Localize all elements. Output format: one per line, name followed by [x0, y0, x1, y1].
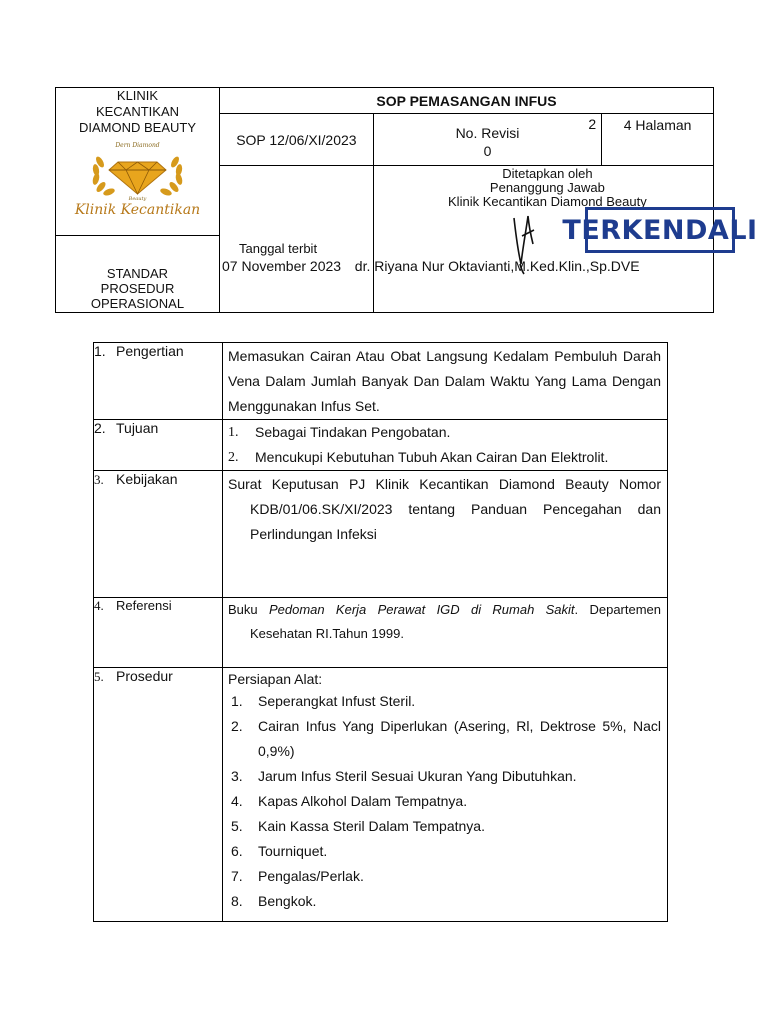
doc-type-line: PROSEDUR [100, 281, 175, 296]
list-item: 2. Cairan Infus Yang Diperlukan (Asering, Rl, Dektrose 5%, Nacl 0,9%) [231, 714, 667, 764]
established-line: Penanggung Jawab [489, 180, 605, 195]
section-content [223, 343, 668, 420]
list-item-text: Jarum Infus Steril Sesuai Ukuran Yang Dibutuhkan. [258, 768, 577, 784]
clinic-name-line: KECANTIKAN [95, 104, 180, 119]
section-label: Kebijakan [116, 471, 178, 487]
list-item-text: Bengkok. [258, 893, 317, 909]
section-label: Pengertian [116, 343, 184, 359]
section-label-cell [94, 598, 223, 668]
list-item-text: Kain Kassa Steril Dalam Tempatnya. [258, 818, 485, 834]
list-item-text: Mencukupi Kebutuhan Tubuh Akan Cairan Dan Elektrolit. [255, 449, 609, 465]
doc-type-cell [56, 236, 220, 313]
revision-block [374, 124, 601, 160]
list-item-text: Seperangkat Infust Steril. [258, 693, 416, 709]
issue-cell [220, 166, 374, 313]
header-table [55, 87, 714, 313]
section-label-cell [94, 420, 223, 471]
list-item: 6. Tourniquet. [231, 839, 667, 864]
sop-content-table [93, 342, 668, 922]
section-text-wrap [223, 471, 667, 547]
section-row [94, 343, 668, 420]
controlled-stamp: TERKENDALI [585, 207, 735, 253]
list-item-text: Sebagai Tindakan Pengobatan. [255, 424, 451, 440]
signatory-name: dr. Riyana Nur Oktavianti,M.Ked.Klin.,Sp.DVE [354, 258, 640, 274]
issue-label: Tanggal terbit [239, 241, 318, 256]
list-item-text: Kapas Alkohol Dalam Tempatnya. [258, 793, 468, 809]
section-label: Prosedur [116, 668, 173, 684]
list-item: 7. Pengalas/Perlak. [231, 864, 667, 889]
section-row [94, 471, 668, 598]
section-row [94, 598, 668, 668]
section-label-cell [94, 343, 223, 420]
clinic-name-line: KLINIK [116, 88, 159, 103]
clinic-logo [56, 142, 219, 222]
objective-list [228, 420, 661, 470]
page-count-text: 4 Halaman [623, 117, 692, 133]
section-content [223, 598, 668, 668]
clinic-cell [56, 88, 220, 236]
section-content [223, 420, 668, 471]
list-item: 8. Bengkok. [231, 889, 667, 914]
page-number: 2 [588, 116, 597, 132]
list-item-text: Pengalas/Perlak. [258, 868, 364, 884]
procedure-intro: Persiapan Alat: [228, 671, 323, 687]
section-row [94, 668, 668, 922]
section-number: 5. [94, 669, 104, 684]
section-row [94, 420, 668, 471]
established-line: Ditetapkan oleh [502, 166, 593, 181]
list-item: 5. Kain Kassa Steril Dalam Tempatnya. [231, 814, 667, 839]
equipment-list [228, 689, 667, 914]
issue-date: 07 November 2023 [222, 258, 342, 274]
clinic-name [56, 88, 219, 136]
section-number: 2. [94, 420, 106, 436]
section-content [223, 668, 668, 922]
list-item: 4. Kapas Alkohol Dalam Tempatnya. [231, 789, 667, 814]
established-line: Klinik Kecantikan Diamond Beauty [448, 194, 647, 209]
list-item: 1. Seperangkat Infust Steril. [231, 689, 667, 714]
reference-suffix: . Departemen Kesehatan RI.Tahun 1999. [250, 602, 662, 641]
revision-cell [373, 114, 601, 166]
list-item: 1. Sebagai Tindakan Pengobatan. [228, 420, 661, 445]
logo-top-text: Dern Diamond [115, 142, 160, 149]
document-title: SOP PEMASANGAN INFUS [220, 88, 714, 114]
list-item: 2. Mencukupi Kebutuhan Tubuh Akan Cairan Dan Elektrolit. [228, 445, 661, 470]
section-label: Tujuan [116, 420, 159, 436]
section-label: Referensi [116, 598, 172, 613]
section-label-cell [94, 471, 223, 598]
doc-type [56, 266, 219, 311]
revision-label: No. Revisi [455, 125, 520, 141]
logo-small-text: Beauty [128, 196, 147, 202]
reference-title: Pedoman Kerja Perawat IGD di Rumah Sakit [268, 602, 575, 617]
clinic-name-line: DIAMOND BEAUTY [78, 120, 196, 135]
section-number: 4. [94, 598, 104, 613]
sop-number [220, 114, 374, 166]
section-number: 1. [94, 343, 106, 359]
doc-type-line: OPERASIONAL [90, 296, 185, 311]
doc-type-line: STANDAR [106, 266, 169, 281]
revision-value: 0 [483, 143, 492, 159]
diamond-laurel-icon [56, 148, 219, 200]
logo-script-text: Klinik Kecantikan [74, 202, 201, 218]
list-item-text: Cairan Infus Yang Diperlukan (Asering, Rl, Dektrose 5%, Nacl 0,9%) [258, 718, 661, 759]
reference-text [223, 598, 667, 646]
reference-prefix: Buku [228, 602, 269, 617]
section-text: Surat Keputusan PJ Klinik Kecantikan Diamond Beauty Nomor KDB/01/06.SK/XI/2023 tentang Panduan Pencegahan dan Perlindungan Infeksi [228, 476, 661, 542]
list-item: 3. Jarum Infus Steril Sesuai Ukuran Yang Dibutuhkan. [231, 764, 667, 789]
page-count [602, 114, 714, 166]
section-text: Memasukan Cairan Atau Obat Langsung Kedalam Pembuluh Darah Vena Dalam Jumlah Banyak Dan Dalam Waktu Yang Lama Dengan Menggunakan Infus Set. [228, 348, 661, 414]
established-block [374, 167, 713, 209]
section-label-cell [94, 668, 223, 922]
section-content [223, 471, 668, 598]
list-item-text: Tourniquet. [258, 843, 328, 859]
section-number: 3. [94, 472, 104, 487]
sop-number-text: SOP 12/06/XI/2023 [236, 131, 357, 148]
